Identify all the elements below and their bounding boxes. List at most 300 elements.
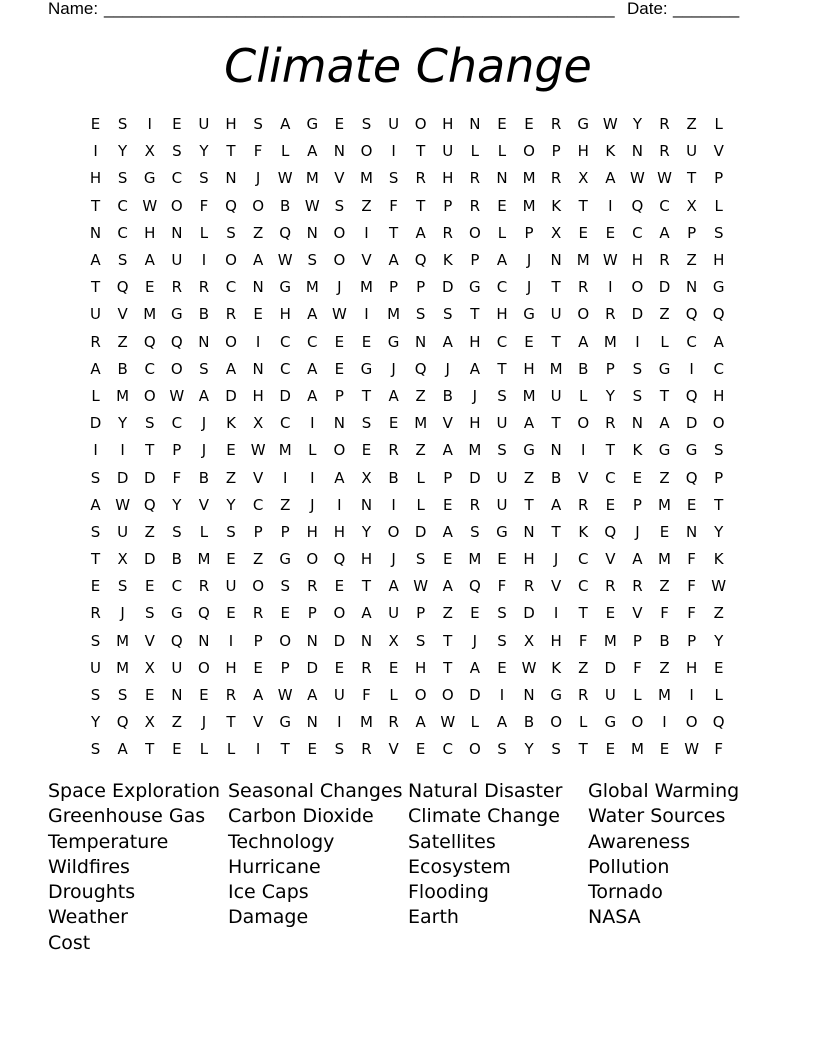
grid-letter: G [171,305,183,324]
grid-letter: G [171,604,183,623]
grid-letter: P [416,278,426,297]
grid-letter: A [280,115,291,134]
grid-letter: R [307,577,318,596]
grid-letter: N [496,169,508,188]
grid-letter: X [523,631,535,650]
grid-letter: N [198,631,210,650]
grid-letter: R [198,577,210,596]
grid-letter: L [281,142,290,161]
grid-letter: T [578,604,588,623]
grid-letter: P [714,169,724,188]
grid-letter: S [144,604,155,623]
grid-letter: E [144,577,155,596]
grid-letter: W [440,713,456,732]
grid-letter: O [577,305,590,324]
grid-letter: F [687,604,696,623]
grid-letter: H [252,386,264,405]
grid-letter: M [468,550,482,569]
grid-row [82,329,734,356]
grid-letter: O [550,713,563,732]
grid-letter: S [551,740,561,759]
grid-letter: Y [524,740,534,759]
grid-letter: M [360,713,373,732]
word-list-item: Global Warming [588,780,740,802]
grid-letter: L [199,223,209,242]
grid-letter: D [143,550,156,569]
grid-letter: A [198,386,210,405]
grid-row [82,546,734,573]
grid-letter: Q [198,604,210,623]
grid-letter: N [550,441,562,460]
grid-letter: Z [117,332,128,351]
grid-letter: Y [226,495,236,514]
grid-letter: F [199,196,209,215]
grid-letter: E [144,686,155,705]
grid-letter: E [443,495,453,514]
grid-letter: E [172,740,182,759]
grid-letter: K [551,196,562,215]
grid-letter: S [497,386,507,405]
grid-letter: L [199,740,209,759]
grid-letter: P [280,522,290,541]
grid-letter: G [279,278,292,297]
grid-letter: G [577,115,590,134]
grid-letter: M [630,740,644,759]
grid-letter: T [687,169,697,188]
grid-letter: M [116,386,130,405]
grid-row [82,383,734,410]
grid-letter: D [225,386,237,405]
grid-letter: I [147,115,152,134]
grid-row [82,464,734,491]
grid-letter: D [469,468,481,487]
word-list-item: NASA [588,906,641,929]
grid-letter: A [388,386,399,405]
grid-letter: N [333,142,345,161]
grid-letter: T [388,223,399,242]
grid-letter: L [199,522,209,541]
grid-letter: L [660,332,669,351]
grid-row [82,600,734,627]
grid-letter: Y [361,522,372,541]
name-label: Name: [48,0,99,18]
grid-letter: W [331,305,347,324]
grid-letter: T [443,631,453,650]
grid-letter: Y [172,495,182,514]
grid-letter: Z [252,223,264,242]
grid-letter: B [523,713,535,732]
grid-letter: V [334,169,345,188]
grid-letter: M [522,386,536,405]
grid-letter: H [442,115,454,134]
grid-letter: S [334,740,345,759]
grid-letter: H [225,115,237,134]
grid-letter: M [658,686,671,705]
grid-letter: E [90,115,101,134]
grid-letter: O [414,115,427,134]
grid-letter: D [523,604,535,623]
grid-letter: P [253,522,263,541]
grid-letter: O [252,577,265,596]
grid-letter: E [524,115,534,134]
grid-letter: D [414,522,427,541]
grid-letter: J [391,359,396,378]
grid-letter: V [605,550,616,569]
grid-letter: T [578,740,588,759]
grid-letter: R [469,495,481,514]
grid-letter: C [686,332,697,351]
grid-letter: L [633,686,642,705]
grid-row [82,111,734,138]
grid-letter: W [277,251,293,270]
grid-letter: C [279,332,291,351]
grid-letter: T [90,278,101,297]
grid-letter: S [443,305,453,324]
grid-letter: U [686,142,698,161]
grid-letter: N [685,522,698,541]
grid-letter: E [605,604,616,623]
grid-letter: D [89,414,102,433]
grid-letter: A [469,658,480,677]
grid-letter: L [470,142,480,161]
grid-letter: X [252,414,264,433]
grid-letter: A [361,604,372,623]
grid-letter: V [198,495,210,514]
grid-letter: L [389,686,398,705]
grid-letter: R [523,577,535,596]
grid-letter: E [226,550,236,569]
grid-letter: L [714,196,723,215]
grid-letter: A [307,359,318,378]
grid-letter: S [117,115,128,134]
grid-letter: S [117,251,128,270]
grid-letter: R [550,169,562,188]
grid-letter: X [144,142,155,161]
grid-letter: U [333,686,345,705]
grid-letter: S [172,142,182,161]
word-list-item: Temperature [48,830,169,853]
grid-letter: I [93,441,98,460]
grid-letter: H [360,550,373,569]
grid-letter: A [388,577,399,596]
grid-letter: Q [333,550,346,569]
grid-row [82,356,734,383]
grid-letter: V [252,713,264,732]
grid-letter: S [90,468,101,487]
grid-letter: E [605,223,616,242]
grid-letter: R [578,686,589,705]
grid-letter: O [252,196,265,215]
grid-letter: J [337,278,342,297]
grid-letter: C [632,223,643,242]
grid-letter: O [631,713,644,732]
grid-letter: M [305,169,319,188]
word-search-grid [82,111,734,764]
grid-letter: E [497,196,507,215]
grid-letter: E [388,414,399,433]
grid-letter: P [687,631,697,650]
grid-letter: D [658,278,671,297]
grid-letter: H [469,332,481,351]
grid-letter: U [496,468,508,487]
grid-letter: T [361,577,372,596]
word-list-item: Awareness [588,830,691,853]
grid-letter: J [472,386,478,405]
grid-letter: T [605,441,615,460]
grid-letter: T [659,386,670,405]
word-list-item: Pollution [588,855,670,878]
grid-letter: K [442,251,453,270]
grid-letter: G [550,686,562,705]
grid-letter: O [333,441,346,460]
word-list-item: Hurricane [228,855,321,878]
grid-letter: E [334,332,345,351]
word-list-item: Earth [408,906,459,929]
grid-letter: S [361,414,372,433]
word-list-item: Carbon Dioxide [228,805,374,828]
grid-row [82,519,734,546]
grid-letter: Q [468,577,481,596]
grid-letter: R [225,305,237,324]
grid-letter: O [279,631,292,650]
grid-letter: Q [279,223,292,242]
grid-letter: V [144,631,155,650]
grid-letter: R [198,278,210,297]
grid-letter: F [660,604,669,623]
grid-letter: W [602,251,618,270]
grid-letter: S [226,223,236,242]
word-list-item: Seasonal Changes [228,780,403,802]
grid-row [82,274,734,301]
grid-letter: O [523,142,535,161]
grid-letter: V [117,305,128,324]
grid-letter: A [252,251,264,270]
grid-letter: A [144,251,155,270]
grid-letter: Q [685,305,698,324]
grid-letter: R [90,604,101,623]
grid-letter: Z [659,658,670,677]
grid-letter: E [361,332,372,351]
word-list-item: Technology [228,830,335,853]
grid-letter: W [711,577,727,596]
grid-letter: I [337,495,342,514]
grid-letter: S [172,522,182,541]
grid-letter: M [116,631,130,650]
grid-letter: Z [144,522,155,541]
grid-letter: N [171,686,183,705]
grid-letter: Y [90,713,101,732]
grid-letter: H [713,386,725,405]
grid-letter: A [551,495,562,514]
grid-letter: O [685,713,698,732]
grid-letter: I [93,142,98,161]
grid-letter: X [361,468,372,487]
grid-letter: J [120,604,125,623]
word-list-item: Damage [228,906,309,929]
grid-letter: O [225,332,237,351]
grid-letter: L [308,441,317,460]
word-list-item: Ice Caps [228,881,309,904]
grid-letter: W [657,169,672,188]
grid-letter: Q [631,196,644,215]
grid-letter: U [550,305,562,324]
grid-letter: E [415,740,426,759]
grid-letter: T [714,495,724,514]
grid-letter: T [470,305,480,324]
grid-letter: C [171,169,183,188]
grid-letter: A [659,414,670,433]
grid-letter: T [226,713,236,732]
grid-letter: V [713,142,724,161]
grid-letter: F [497,577,507,596]
grid-letter: B [659,631,670,650]
grid-letter: H [89,169,102,188]
grid-letter: O [414,686,427,705]
grid-row [82,573,734,600]
grid-letter: C [713,359,724,378]
grid-letter: W [277,686,293,705]
grid-letter: O [333,604,346,623]
grid-letter: I [499,686,505,705]
grid-letter: A [117,740,128,759]
grid-letter: U [117,522,129,541]
grid-letter: Q [143,495,156,514]
grid-letter: B [171,550,182,569]
grid-letter: H [496,305,508,324]
grid-letter: C [117,223,128,242]
grid-letter: J [391,550,396,569]
grid-letter: C [171,577,183,596]
grid-letter: E [199,686,209,705]
grid-letter: G [279,550,292,569]
grid-letter: C [144,359,155,378]
grid-letter: B [442,386,453,405]
grid-letter: O [387,522,400,541]
grid-letter: Z [659,305,670,324]
grid-letter: Q [685,468,698,487]
grid-letter: R [469,169,481,188]
grid-letter: O [198,658,210,677]
grid-letter: E [307,740,318,759]
grid-letter: S [117,686,128,705]
grid-letter: P [632,495,642,514]
grid-letter: P [687,223,697,242]
grid-letter: M [549,359,563,378]
grid-letter: L [579,386,588,405]
grid-letter: U [225,577,237,596]
grid-letter: H [577,142,589,161]
grid-letter: G [279,713,292,732]
grid-letter: C [605,468,616,487]
grid-letter: E [632,468,643,487]
grid-letter: S [497,631,507,650]
grid-letter: G [469,278,481,297]
grid-letter: B [550,468,562,487]
grid-letter: D [441,278,454,297]
grid-letter: J [201,713,207,732]
grid-letter: C [307,332,318,351]
grid-letter: T [443,658,453,677]
grid-letter: S [713,223,724,242]
grid-letter: L [416,468,425,487]
grid-letter: R [659,251,670,270]
grid-letter: I [310,468,315,487]
grid-letter: I [337,713,342,732]
grid-letter: J [526,278,532,297]
grid-letter: J [472,631,478,650]
grid-letter: W [169,386,185,405]
grid-letter: D [469,686,481,705]
grid-row [82,709,734,736]
grid-letter: E [470,604,480,623]
grid-letter: H [550,631,562,650]
grid-letter: L [470,713,480,732]
grid-letter: A [659,223,670,242]
grid-letter: Q [414,359,427,378]
grid-letter: C [117,196,128,215]
grid-letter: O [333,251,346,270]
grid-letter: R [550,115,562,134]
grid-letter: U [496,414,508,433]
grid-letter: S [632,359,643,378]
grid-letter: U [171,658,183,677]
grid-letter: M [360,169,373,188]
grid-letter: R [632,577,643,596]
grid-letter: N [360,495,373,514]
grid-letter: W [142,196,158,215]
grid-letter: U [442,142,454,161]
grid-letter: T [524,495,534,514]
word-list-item: Space Exploration [48,780,221,802]
grid-letter: A [632,550,643,569]
grid-letter: C [577,577,589,596]
grid-letter: K [605,142,616,161]
grid-row [82,247,734,274]
grid-letter: Q [414,251,427,270]
grid-letter: J [201,441,207,460]
grid-letter: A [388,251,399,270]
grid-letter: W [115,495,131,514]
grid-letter: N [631,142,644,161]
grid-letter: O [143,386,156,405]
grid-letter: E [497,550,507,569]
word-list-item: Wildfires [48,855,130,878]
grid-letter: K [632,441,643,460]
grid-letter: G [685,441,698,460]
grid-letter: V [442,414,453,433]
grid-letter: W [250,441,266,460]
word-list-item: Flooding [408,881,489,904]
grid-letter: N [171,223,183,242]
grid-letter: H [631,251,644,270]
page-title: Climate Change [224,39,592,93]
grid-letter: I [364,305,369,324]
grid-letter: E [578,223,588,242]
grid-letter: N [306,631,318,650]
grid-letter: J [310,495,315,514]
grid-letter: R [605,577,616,596]
grid-letter: N [306,223,318,242]
grid-letter: Z [659,577,670,596]
grid-letter: F [389,196,398,215]
grid-letter: H [225,658,237,677]
grid-letter: T [578,196,588,215]
grid-row [82,165,734,192]
grid-letter: A [578,332,589,351]
grid-letter: I [228,631,234,650]
grid-letter: E [686,495,697,514]
grid-letter: Z [415,386,426,405]
